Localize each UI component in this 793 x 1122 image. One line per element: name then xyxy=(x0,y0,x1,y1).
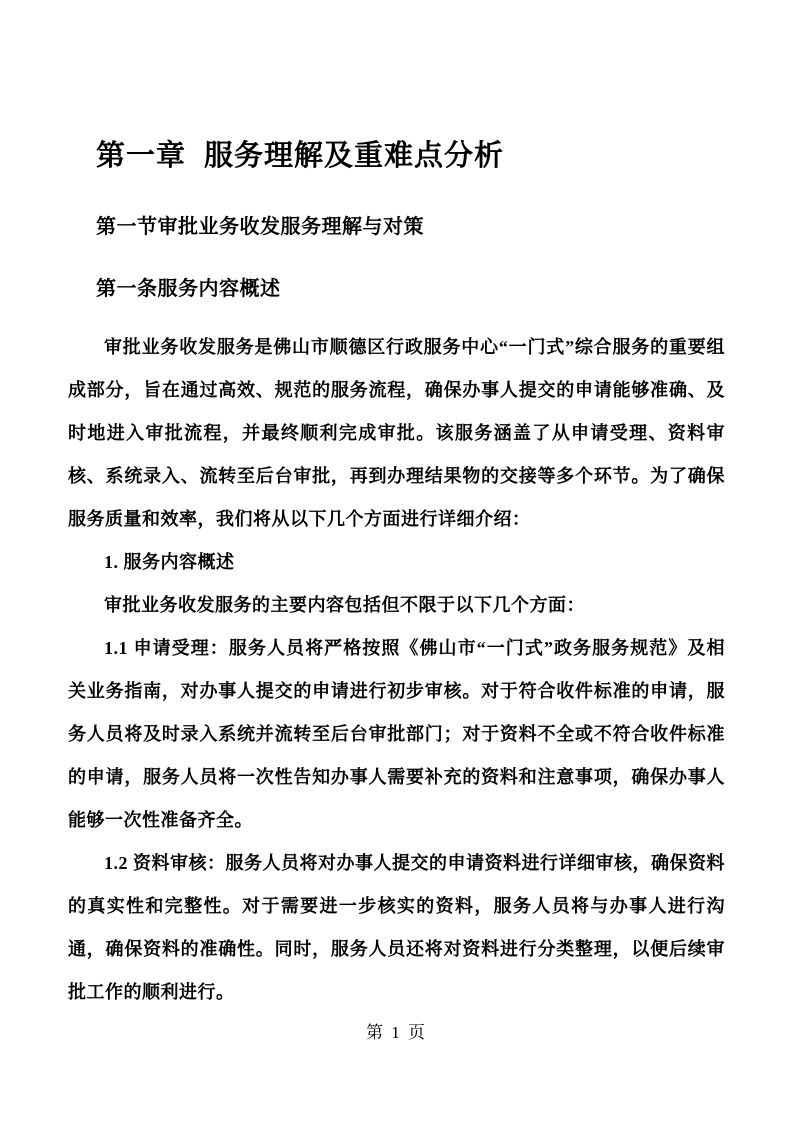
body-text xyxy=(68,326,725,1014)
section-title: 审批业务收发服务理解与对策 xyxy=(157,216,424,239)
list-item-service-content: 1. 服务内容概述 xyxy=(104,552,235,573)
page-footer xyxy=(0,1018,793,1043)
section-number: 第一节 xyxy=(96,216,158,239)
article-title: 服务内容概述 xyxy=(157,278,281,301)
paragraph-service-overview: 审批业务收发服务是佛山市顺德区行政服务中心“一门式”综合服务的重要组成部分，旨在通过高效、规范的服务流程，确保办事人提交的申请能够准确、及时地进入审批流程，并最终顺利完成审批。该服务涵盖了从申请受理、资料审核、系统录入、流转至后台审批，再到办理结果物的交接等多个环节。为了确保服务质量和效率，我们将从以下几个方面进行详细介绍： xyxy=(68,337,725,530)
paragraph-1-1-application-acceptance: 1.1 申请受理：服务人员将严格按照《佛山市“一门式”政务服务规范》及相关业务指南，对办事人提交的申请进行初步审核。对于符合收件标准的申请，服务人员将及时录入系统并流转至后台审批部门；对于资料不全或不符合收件标准的申请，服务人员将一次性告知办事人需要补充的资料和注意事项，确保办事人能够一次性准备齐全。 xyxy=(68,638,725,831)
chapter-title: 服务理解及重难点分析 xyxy=(204,140,505,172)
paragraph-main-content-intro: 审批业务收发服务的主要内容包括但不限于以下几个方面： xyxy=(104,595,585,616)
chapter-number: 第一章 xyxy=(96,140,187,172)
chapter-heading xyxy=(96,138,725,174)
paragraph-1-2-document-review: 1.2 资料审核：服务人员将对办事人提交的申请资料进行详细审核，确保资料的真实性和完整性。对于需要进一步核实的资料，服务人员将与办事人进行沟通，确保资料的准确性。同时，服务人员还将对资料进行分类整理，以便后续审批工作的顺利进行。 xyxy=(68,853,725,1003)
article-number: 第一条 xyxy=(96,278,158,301)
section-heading xyxy=(96,214,725,240)
page-number-label: 第 1 页 xyxy=(366,1023,427,1042)
article-heading xyxy=(96,276,725,302)
